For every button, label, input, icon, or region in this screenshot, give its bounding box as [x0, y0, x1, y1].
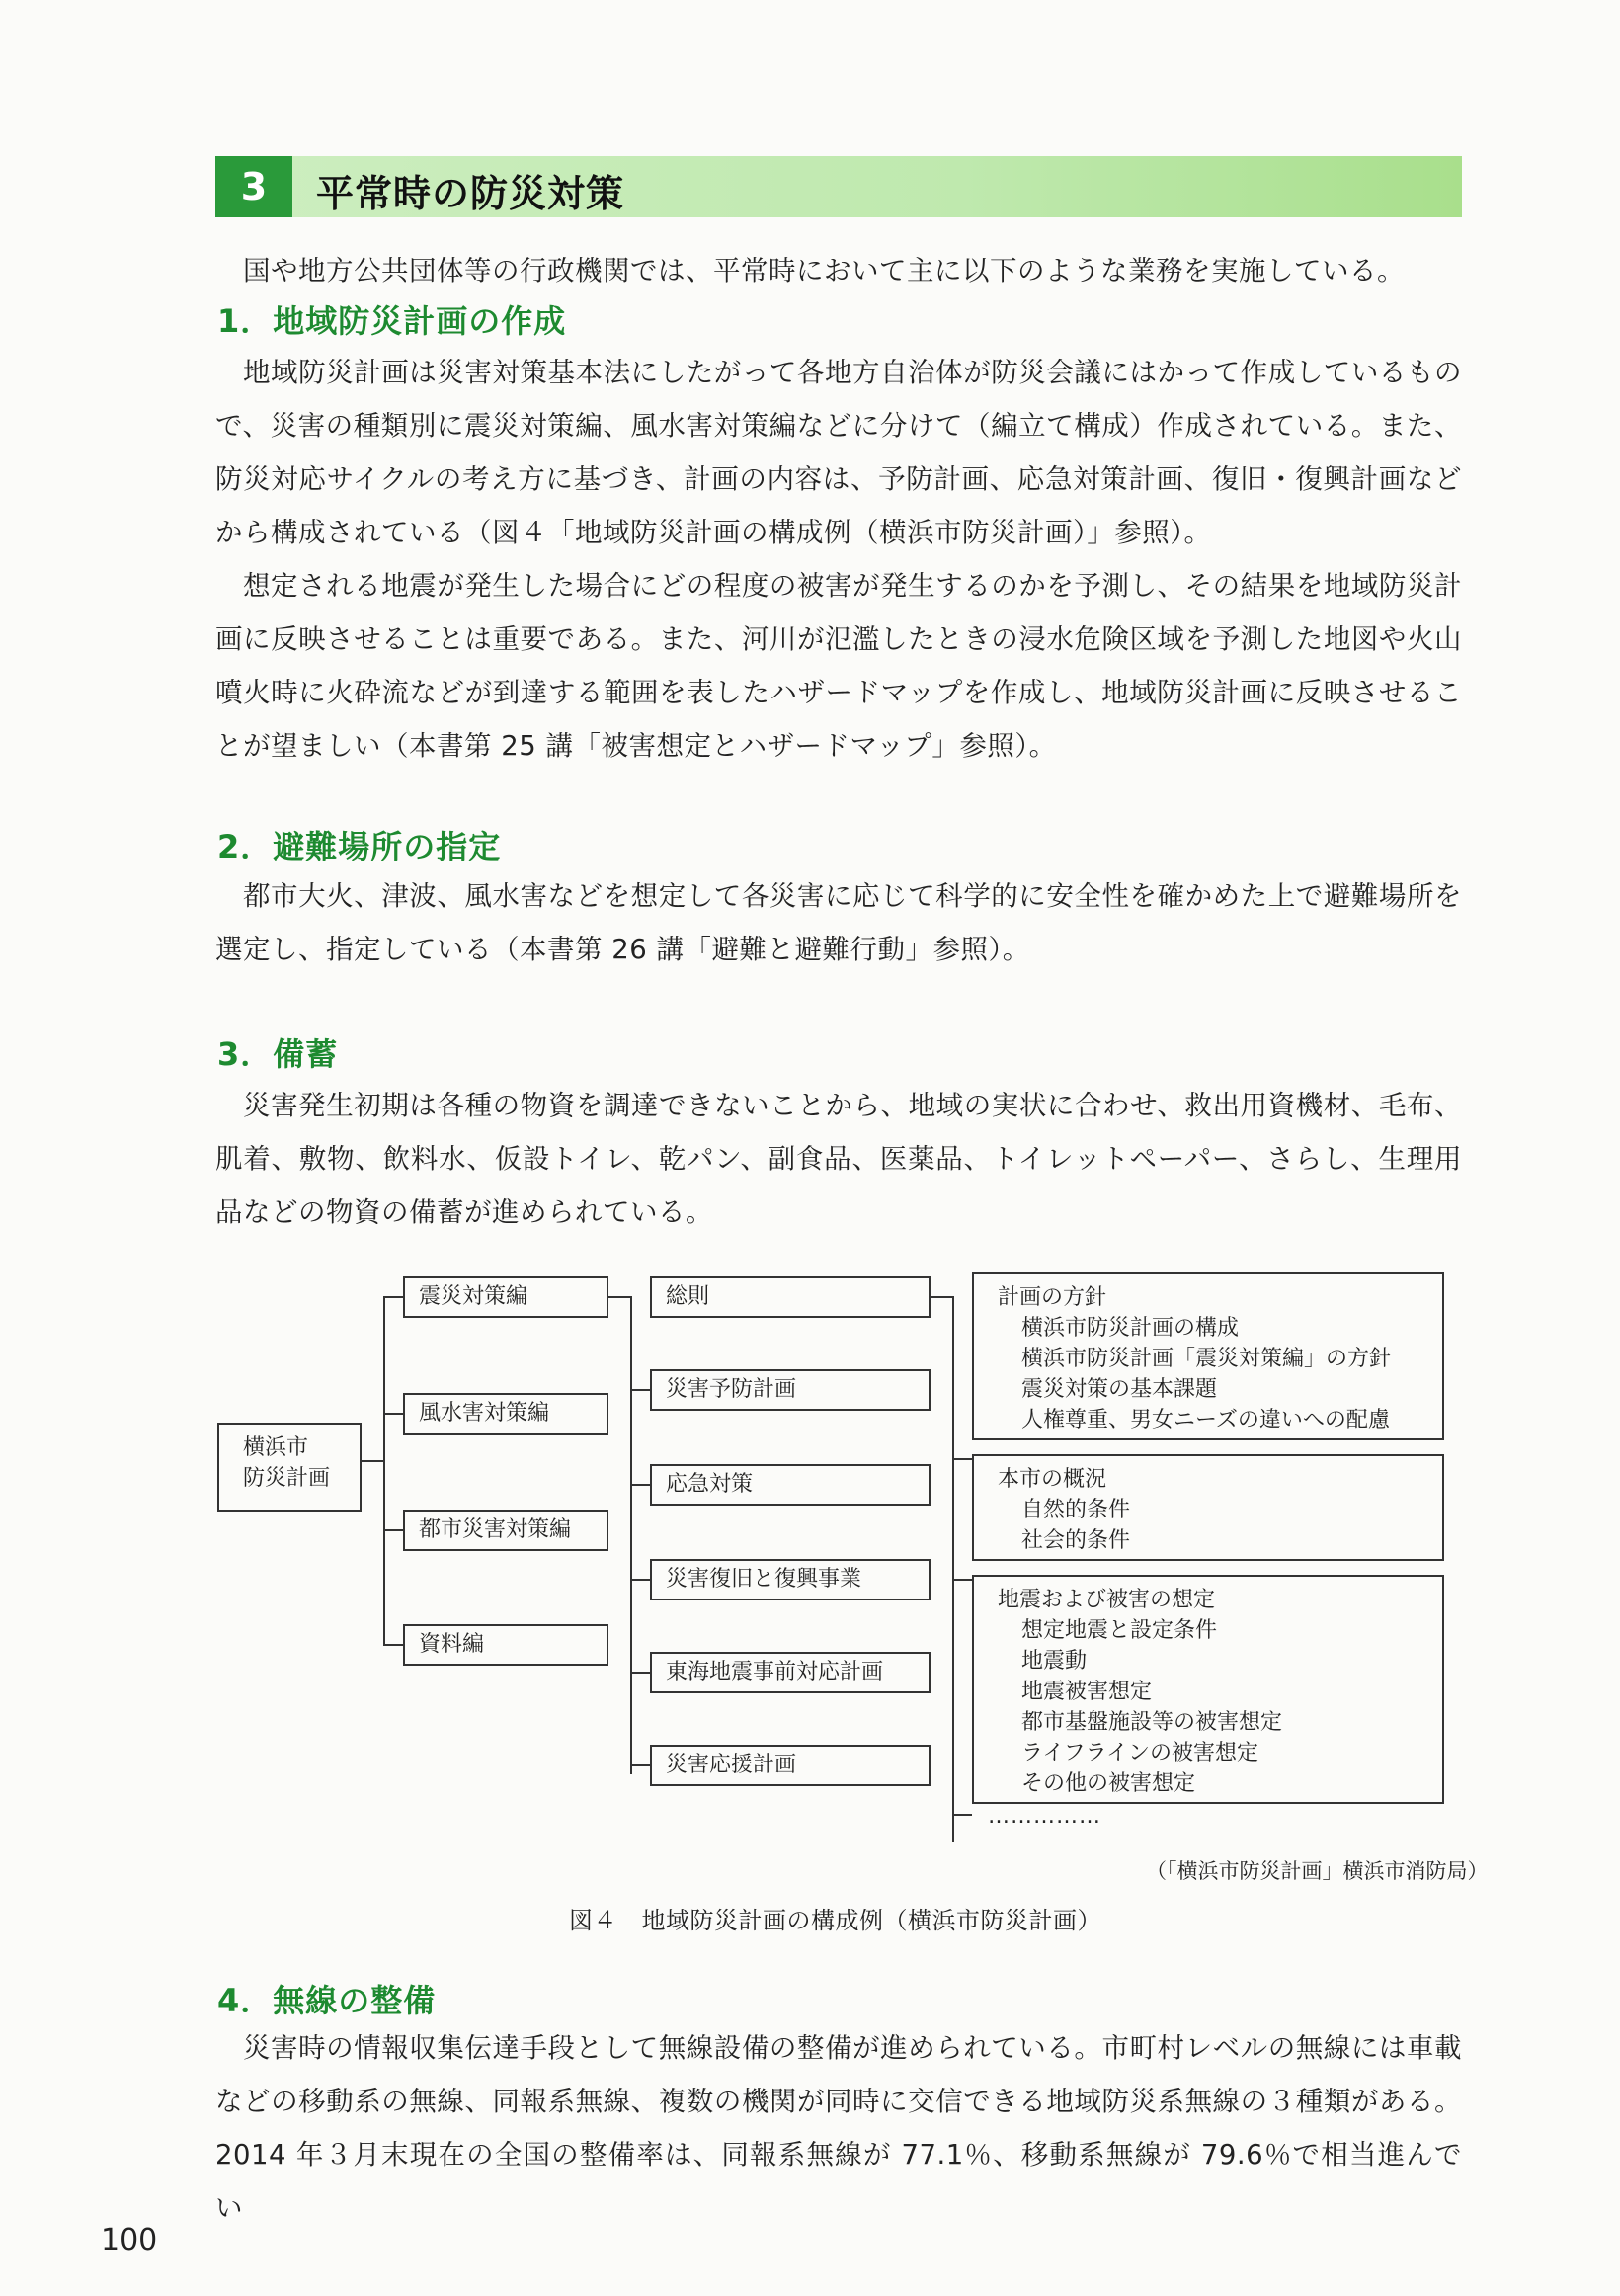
connector-line [952, 1296, 954, 1842]
connector-line [630, 1764, 650, 1766]
continuation-dots: …………… [988, 1804, 1101, 1829]
detail-item: 自然的条件 [1021, 1498, 1131, 1522]
detail-heading: 計画の方針 [998, 1285, 1107, 1310]
volume-box: 風水害対策編 [403, 1393, 608, 1435]
section-1-paragraph-2: 想定される地震が発生した場合にどの程度の被害が発生するのかを予測し、その結果を地域防災計画に反映させることは重要である。また、河川が氾濫したときの浸水危険区域を予測した地図や火山噴火時に火砕流などが到達する範囲を表したハザードマップを作成し、地域防災計画に反映させることが望ましい（本書第 25 講「被害想定とハザードマップ」参照）。 [215, 570, 1462, 762]
chapter-title: 平常時の防災対策 [316, 172, 625, 215]
connector-line [630, 1389, 650, 1391]
connector-line [360, 1460, 385, 1462]
section-heading-2: 2．避難場所の指定 [217, 828, 502, 865]
detail-heading: 本市の概況 [998, 1467, 1107, 1492]
detail-item: ライフラインの被害想定 [1021, 1741, 1259, 1765]
detail-box [972, 1575, 1444, 1804]
connector-line [607, 1296, 630, 1298]
part-box: 災害復旧と復興事業 [650, 1559, 931, 1600]
detail-box [972, 1454, 1444, 1561]
connector-line [630, 1579, 650, 1581]
detail-item: 震災対策の基本課題 [1021, 1377, 1218, 1402]
figure-source: （「横浜市防災計画」横浜市消防局） [1146, 1859, 1489, 1883]
volume-box: 資料編 [403, 1624, 608, 1666]
section-1-paragraph-1: 地域防災計画は災害対策基本法にしたがって各地方自治体が防災会議にはかって作成しているもので、災害の種類別に震災対策編、風水害対策編などに分けて（編立て構成）作成されている。また、防災対応サイクルの考え方に基づき、計画の内容は、予防計画、応急対策計画、復旧・復興計画などから構成されている（図４「地域防災計画の構成例（横浜市防災計画）」参照）。 [215, 357, 1462, 548]
volume-box: 震災対策編 [403, 1276, 608, 1318]
connector-line [630, 1672, 650, 1674]
detail-item: 地震動 [1021, 1649, 1088, 1674]
section-heading-3: 3．備蓄 [217, 1035, 339, 1073]
intro-paragraph: 国や地方公共団体等の行政機関では、平常時において主に以下のような業務を実施している。 [243, 255, 1405, 287]
connector-line [952, 1814, 972, 1816]
detail-item: 想定地震と設定条件 [1021, 1618, 1218, 1643]
part-box: 応急対策 [650, 1464, 931, 1506]
part-box: 総則 [650, 1276, 931, 1318]
section-4-paragraph: 災害時の情報収集伝達手段として無線設備の整備が進められている。市町村レベルの無線には車載などの移動系の無線、同報系無線、複数の機関が同時に交信できる地域防災系無線の３種類がある。2014 年３月末現在の全国の整備率は、同報系無線が 77.1％、移動系無線が 79.6％で相当進んでい [215, 2032, 1462, 2224]
connector-line [630, 1296, 632, 1774]
connector-line [383, 1413, 405, 1415]
root-label-line-1: 横浜市 [243, 1435, 309, 1460]
chapter-number: 3 [215, 156, 292, 217]
detail-item: 地震被害想定 [1021, 1680, 1153, 1704]
connector-line [383, 1296, 405, 1298]
detail-item: 横浜市防災計画の構成 [1021, 1316, 1240, 1341]
detail-item: 人権尊重、男女ニーズの違いへの配慮 [1021, 1408, 1390, 1433]
connector-line [952, 1579, 972, 1581]
figure-caption: 図４ 地域防災計画の構成例（横浜市防災計画） [569, 1907, 1101, 1934]
connector-line [383, 1644, 405, 1646]
detail-box [972, 1272, 1444, 1440]
section-2-paragraph: 都市大火、津波、風水害などを想定して各災害に応じて科学的に安全性を確かめた上で避難場所を選定し、指定している（本書第 26 講「避難と避難行動」参照）。 [215, 880, 1462, 965]
connector-line [383, 1296, 385, 1646]
volume-box: 都市災害対策編 [403, 1510, 608, 1551]
detail-item: 社会的条件 [1021, 1528, 1131, 1553]
connector-line [383, 1529, 405, 1531]
root-box [217, 1423, 362, 1512]
section-heading-1: 1．地域防災計画の作成 [217, 302, 567, 340]
detail-item: 横浜市防災計画「震災対策編」の方針 [1021, 1347, 1392, 1371]
detail-heading: 地震および被害の想定 [998, 1588, 1216, 1612]
part-box: 災害応援計画 [650, 1745, 931, 1786]
connector-line [952, 1458, 972, 1460]
page-number: 100 [101, 2223, 158, 2257]
section-heading-4: 4．無線の整備 [217, 1982, 437, 2019]
connector-line [630, 1484, 650, 1486]
part-box: 災害予防計画 [650, 1369, 931, 1411]
connector-line [929, 1296, 954, 1298]
detail-item: その他の被害想定 [1021, 1771, 1196, 1796]
section-3-paragraph: 災害発生初期は各種の物資を調達できないことから、地域の実状に合わせ、救出用資機材、毛布、肌着、敷物、飲料水、仮設トイレ、乾パン、副食品、医薬品、トイレットペーパー、さらし、生理用品などの物資の備蓄が進められている。 [215, 1090, 1462, 1228]
part-box: 東海地震事前対応計画 [650, 1652, 931, 1693]
root-label-line-2: 防災計画 [243, 1466, 331, 1491]
detail-item: 都市基盤施設等の被害想定 [1021, 1710, 1283, 1735]
